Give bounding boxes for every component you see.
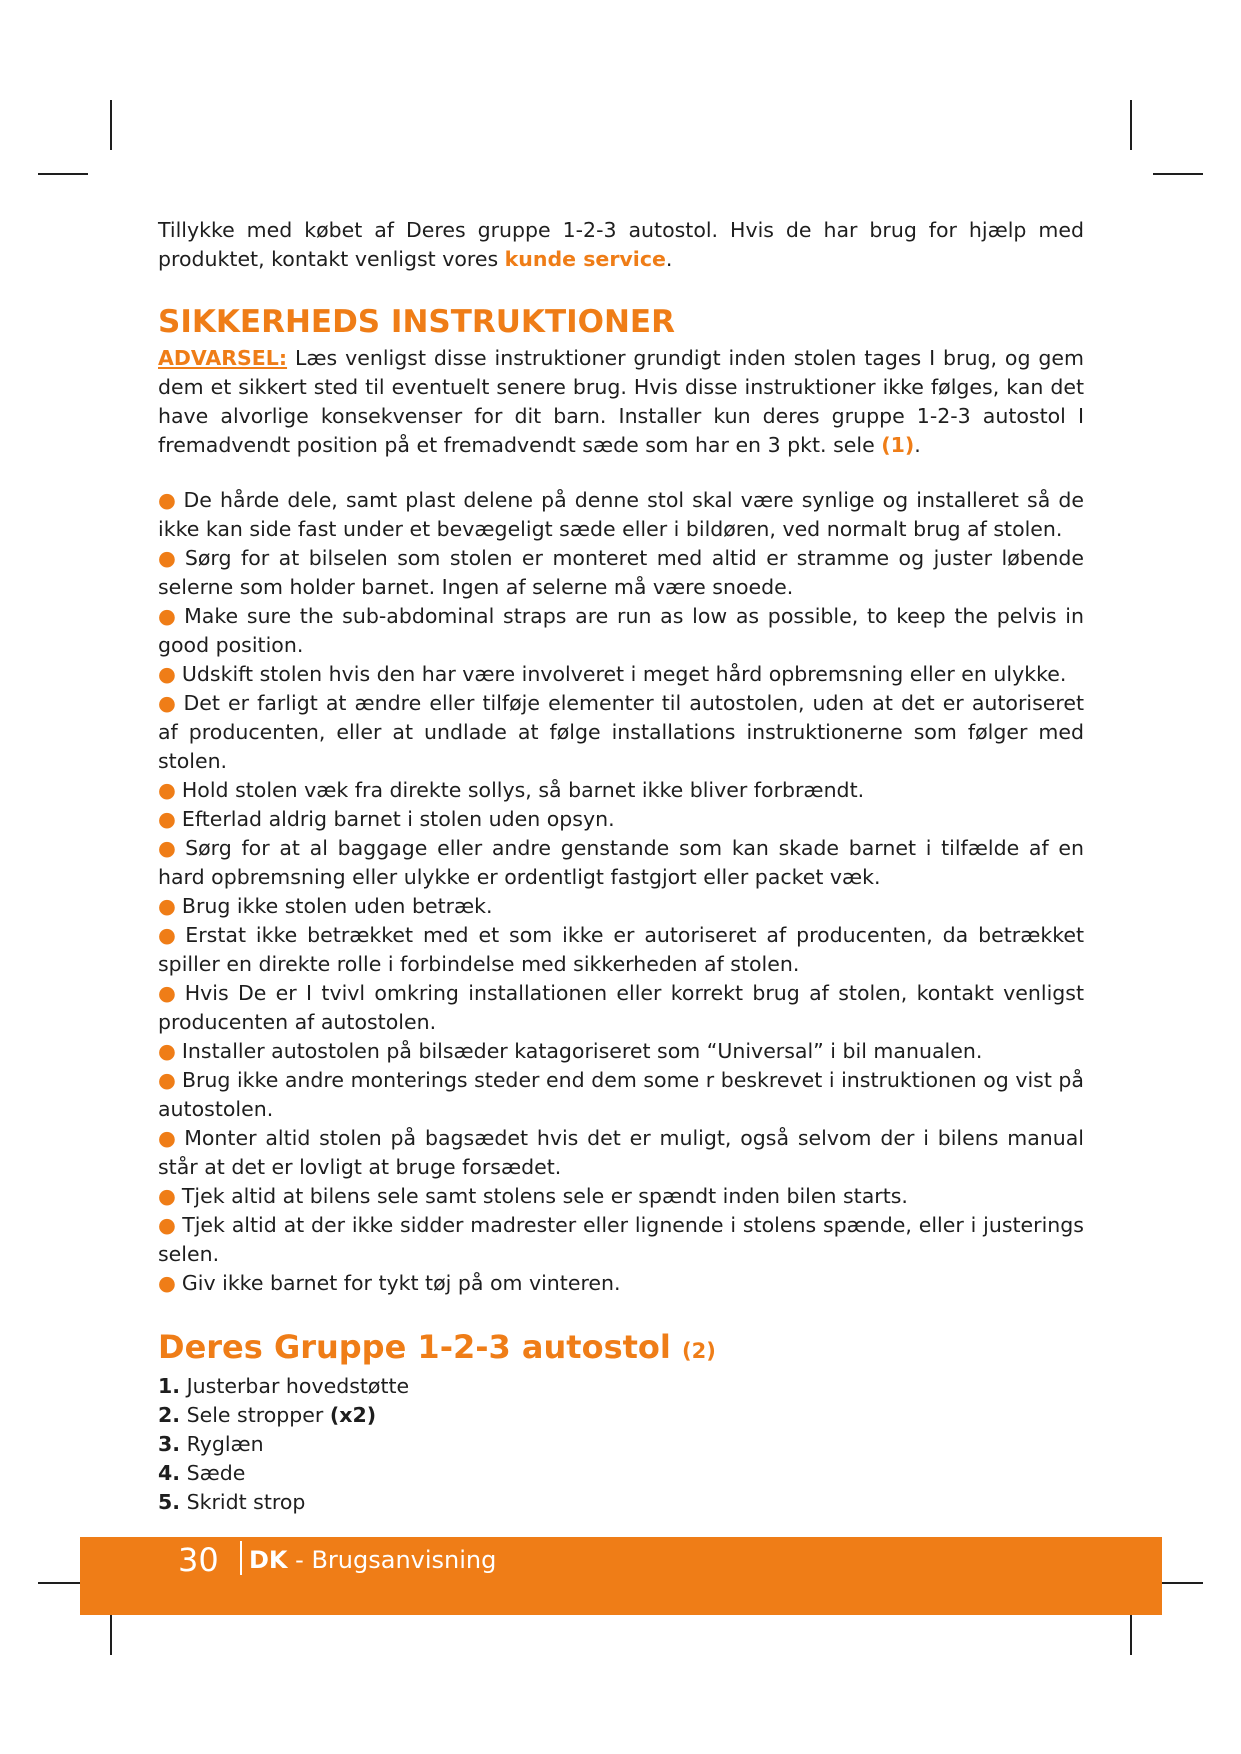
bullet-text: Tjek altid at der ikke sidder madrester eller lignende i stolens spænde, eller i justerings selen. <box>158 1213 1084 1266</box>
bullet-text: Make sure the sub-abdominal straps are run as low as possible, to keep the pelvis in good position. <box>158 604 1084 657</box>
figure-ref-1: (1) <box>881 433 915 457</box>
footer-label <box>249 1545 496 1575</box>
safety-bullet-item <box>158 602 1084 660</box>
crop-mark-top-left-horizontal <box>38 173 88 175</box>
part-extra: (x2) <box>329 1403 377 1427</box>
bullet-dot-icon: ● <box>158 807 176 831</box>
bullet-text: Udskift stolen hvis den har være involveret i meget hård opbremsning eller en ulykke. <box>181 662 1067 686</box>
bullet-dot-icon: ● <box>158 836 180 860</box>
group-heading-text: Deres Gruppe 1-2-3 autostol <box>158 1328 671 1366</box>
safety-bullet-item <box>158 689 1084 776</box>
bullet-text: De hårde dele, samt plast delene på denne stol skal være synlige og installeret så de ikke kan side fast under et bevægeligt sæde eller i bildøren, ved normalt brug af stolen. <box>158 488 1085 541</box>
safety-bullet-item <box>158 486 1084 544</box>
page-number: 30 <box>178 1541 219 1579</box>
safety-bullet-item <box>158 921 1084 979</box>
safety-bullet-item <box>158 1066 1084 1124</box>
bullet-text: Brug ikke stolen uden betræk. <box>181 894 493 918</box>
bullet-text: Tjek altid at bilens sele samt stolens sele er spændt inden bilen starts. <box>181 1184 908 1208</box>
part-label: Sæde <box>186 1461 246 1485</box>
part-number: 4. <box>158 1461 181 1485</box>
bullet-dot-icon: ● <box>158 894 176 918</box>
bullet-text: Giv ikke barnet for tykt tøj på om vinteren. <box>181 1271 621 1295</box>
part-label: Justerbar hovedstøtte <box>186 1374 410 1398</box>
part-label: Sele stropper <box>186 1403 324 1427</box>
warning-end: . <box>914 433 921 457</box>
bullet-dot-icon: ● <box>158 546 179 570</box>
warning-text: Læs venligst disse instruktioner grundigt inden stolen tages I brug, og gem dem et sikkert sted til eventuelt senere brug. Hvis disse instruktioner ikke følges, kan det have alvorlige konsekvenser for dit barn. Installer kun deres gruppe 1-2-3 autostol I fremadvendt position på et fremadvendt sæde som har en 3 pkt. sele <box>158 346 1084 457</box>
footer-title: Brugsanvisning <box>311 1546 497 1574</box>
part-number: 2. <box>158 1403 181 1427</box>
bullet-dot-icon: ● <box>158 1213 177 1237</box>
part-label: Ryglæn <box>186 1432 264 1456</box>
footer-lang: DK <box>249 1546 288 1574</box>
part-item <box>158 1430 1084 1459</box>
part-item <box>158 1372 1084 1401</box>
safety-bullet-item <box>158 1182 1084 1211</box>
bullet-text: Monter altid stolen på bagsædet hvis det er muligt, også selvom der i bilens manual står at det er lovligt at bruge forsædet. <box>158 1126 1085 1179</box>
page-content <box>158 216 1084 1517</box>
bullet-text: Installer autostolen på bilsæder katagoriseret som “Universal” i bil manualen. <box>181 1039 983 1063</box>
bullet-dot-icon: ● <box>158 691 178 715</box>
part-item <box>158 1488 1084 1517</box>
safety-bullet-item <box>158 1269 1084 1298</box>
intro-paragraph <box>158 216 1084 274</box>
bullet-text: Hold stolen væk fra direkte sollys, så barnet ikke bliver forbrændt. <box>181 778 865 802</box>
safety-bullet-item <box>158 776 1084 805</box>
safety-bullet-item <box>158 979 1084 1037</box>
safety-bullet-item <box>158 1124 1084 1182</box>
safety-bullet-item <box>158 1211 1084 1269</box>
bullet-dot-icon: ● <box>158 1126 179 1150</box>
bullet-dot-icon: ● <box>158 1271 176 1295</box>
footer-bar <box>80 1537 1162 1615</box>
bullet-dot-icon: ● <box>158 604 179 628</box>
parts-list <box>158 1372 1084 1517</box>
bullet-dot-icon: ● <box>158 662 176 686</box>
safety-heading: SIKKERHEDS INSTRUKTIONER <box>158 304 675 340</box>
footer-separator <box>240 1541 242 1575</box>
intro-end: . <box>665 247 673 271</box>
safety-bullet-item <box>158 1037 1084 1066</box>
part-item <box>158 1401 1084 1430</box>
bullet-text: Efterlad aldrig barnet i stolen uden opsyn. <box>181 807 615 831</box>
bullet-text: Brug ikke andre monterings steder end dem some r beskrevet i instruktionen og vist på autostolen. <box>158 1068 1084 1121</box>
part-number: 3. <box>158 1432 181 1456</box>
part-label: Skridt strop <box>186 1490 306 1514</box>
crop-mark-top-right-vertical <box>1130 100 1132 150</box>
crop-mark-top-left-vertical <box>110 100 112 150</box>
crop-mark-top-right-horizontal <box>1153 173 1203 175</box>
bullet-text: Hvis De er I tvivl omkring installationen eller korrekt brug af stolen, kontakt venligst producenten af autostolen. <box>158 981 1084 1034</box>
figure-ref-2: (2) <box>682 1339 716 1363</box>
intro-text: Tillykke med købet af Deres gruppe 1-2-3 autostol. Hvis de har brug for hjælp med produktet, kontakt venligst vores <box>158 218 1084 271</box>
safety-bullet-item <box>158 805 1084 834</box>
part-number: 5. <box>158 1490 181 1514</box>
bullet-dot-icon: ● <box>158 1184 176 1208</box>
safety-bullet-list <box>158 486 1084 1298</box>
bullet-text: Erstat ikke betrækket med et som ikke er autoriseret af producenten, da betrækket spiller en direkte rolle i forbindelse med sikkerheden af stolen. <box>158 923 1085 976</box>
group-heading <box>158 1328 1084 1370</box>
bullet-dot-icon: ● <box>158 488 178 512</box>
safety-bullet-item <box>158 834 1084 892</box>
safety-bullet-item <box>158 660 1084 689</box>
customer-service-link[interactable]: kunde service <box>504 247 666 271</box>
bullet-text: Det er farligt at ændre eller tilføje elementer til autostolen, uden at det er autoriseret af producenten, eller at undlade at følge installations instruktionerne som følger med stolen. <box>158 691 1085 773</box>
bullet-text: Sørg for at bilselen som stolen er monteret med altid er stramme og juster løbende selerne som holder barnet. Ingen af selerne må være snoede. <box>158 546 1084 599</box>
part-item <box>158 1459 1084 1488</box>
bullet-dot-icon: ● <box>158 778 176 802</box>
bullet-dot-icon: ● <box>158 981 179 1005</box>
bullet-text: Sørg for at al baggage eller andre genstande som kan skade barnet i tilfælde af en hard opbremsning eller ulykke er ordentligt fastgjort eller packet væk. <box>158 836 1085 889</box>
bullet-dot-icon: ● <box>158 1068 176 1092</box>
warning-label: ADVARSEL: <box>158 346 288 370</box>
footer-dash: - <box>287 1546 312 1574</box>
bullet-dot-icon: ● <box>158 923 180 947</box>
safety-bullet-item <box>158 892 1084 921</box>
part-number: 1. <box>158 1374 181 1398</box>
bullet-dot-icon: ● <box>158 1039 176 1063</box>
warning-paragraph <box>158 344 1084 460</box>
safety-bullet-item <box>158 544 1084 602</box>
